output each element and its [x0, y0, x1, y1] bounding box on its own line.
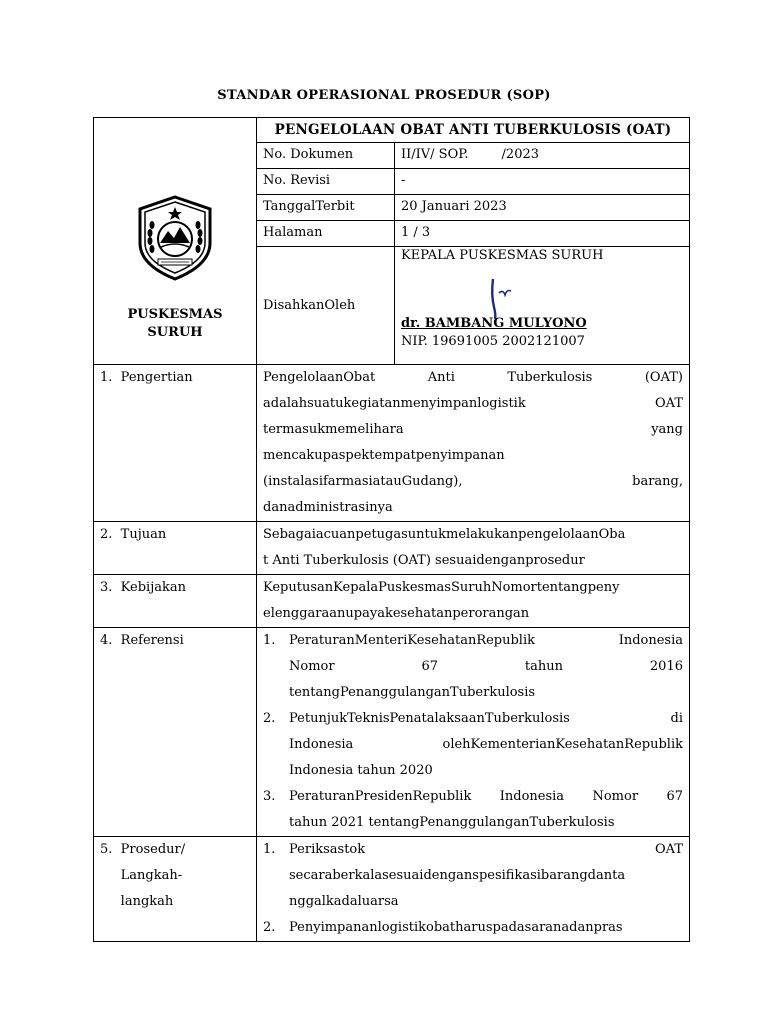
sop-table [93, 117, 690, 942]
section-content: KeputusanKepalaPuskesmasSuruhNomortentangpeny elenggaraanupayakesehatanperorangan [257, 575, 690, 628]
section-kebijakan [94, 575, 690, 628]
section-content: PengelolaanObat Anti Tuberkulosis (OAT) adalahsuatukegiatanmenyimpanlogistik OAT termasukmemelihara yang mencakupaspektempatpenyimpanan (instalasifarmasiatauGudang), barang, danadministrasinya [257, 365, 690, 522]
document-title: STANDAR OPERASIONAL PROSEDUR (SOP) [217, 88, 551, 103]
approval-cell [395, 247, 690, 365]
section-label: 4. Referensi [94, 628, 257, 837]
list-item: 2. PetunjukTeknisPenatalaksaanTuberkulosis di Indonesia olehKementerianKesehatanRepublik Indonesia tahun 2020 [263, 711, 683, 778]
section-label: 1. Pengertian [94, 365, 257, 522]
approver-name: dr. BAMBANG MULYONO [401, 316, 587, 331]
meta-value-revision: - [395, 169, 690, 195]
list-item: 1. PeraturanMenteriKesehatanRepublik Indonesia Nomor 67 tahun 2016 tentangPenanggulanganTuberkulosis [263, 633, 683, 700]
approval-label: DisahkanOleh [257, 247, 395, 365]
section-content [257, 837, 690, 942]
section-tujuan [94, 522, 690, 575]
meta-label: TanggalTerbit [257, 195, 395, 221]
meta-label: No. Dokumen [257, 143, 395, 169]
list-item: 1. Periksastok OAT secaraberkalasesuaidenganspesifikasibarangdanta nggalkadaluarsa [263, 842, 683, 909]
reference-list [263, 628, 683, 836]
procedure-list [263, 837, 683, 941]
section-content: SebagaiacuanpetugasuntukmelakukanpengelolaanOba t Anti Tuberkulosis (OAT) sesuaidenganprosedur [257, 522, 690, 575]
section-pengertian [94, 365, 690, 522]
list-item: 2. Penyimpananlogistikobatharuspadasaranadanpras [263, 920, 623, 935]
meta-value-issue-date: 20 Januari 2023 [395, 195, 690, 221]
institution-cell [94, 118, 257, 365]
section-label: 5. Prosedur/ Langkah- langkah [94, 837, 257, 942]
meta-value-document-number: II/IV/ SOP. /2023 [395, 143, 690, 169]
approver-position: KEPALA PUSKESMAS SURUH [401, 248, 604, 263]
sop-title: PENGELOLAAN OBAT ANTI TUBERKULOSIS (OAT) [257, 118, 690, 143]
logo [100, 168, 250, 308]
meta-label: Halaman [257, 221, 395, 247]
meta-label: No. Revisi [257, 169, 395, 195]
section-content [257, 628, 690, 837]
section-referensi [94, 628, 690, 837]
institution-name: PUSKESMAS SURUH [127, 307, 223, 340]
section-prosedur [94, 837, 690, 942]
approver-nip: NIP. 19691005 2002121007 [401, 334, 585, 349]
list-item: 3. PeraturanPresidenRepublik Indonesia Nomor 67 tahun 2021 tentangPenanggulanganTuberkulosis [263, 789, 683, 830]
meta-value-page: 1 / 3 [395, 221, 690, 247]
section-label: 2. Tujuan [94, 522, 257, 575]
section-label: 3. Kebijakan [94, 575, 257, 628]
regional-emblem-icon [134, 195, 216, 281]
